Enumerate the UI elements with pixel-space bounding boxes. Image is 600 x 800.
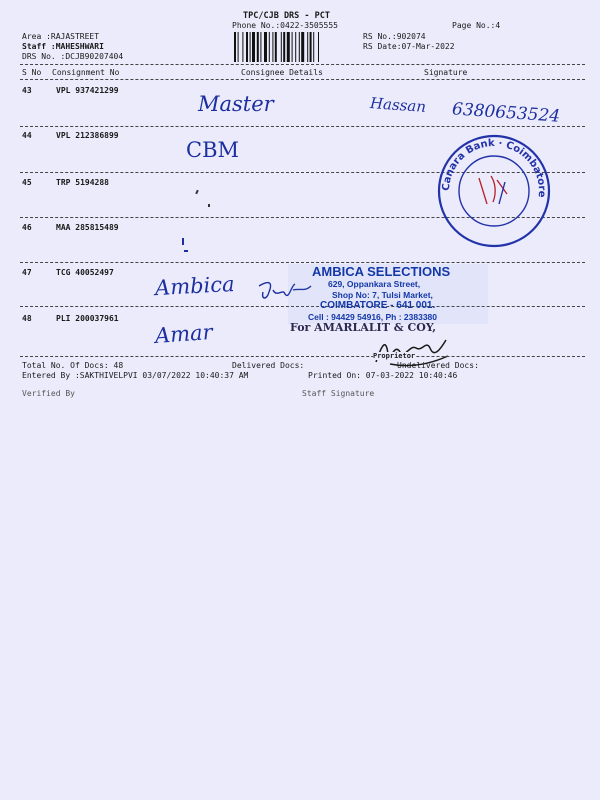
entered-by: Entered By :SAKTHIVELPVI 03/07/2022 10:40:37 AM: [22, 371, 249, 380]
barcode-bar: [238, 32, 239, 62]
row-sno: 46: [22, 223, 32, 232]
staff-field: Staff :MAHESHWARI: [22, 42, 104, 51]
stamp-phone: Cell : 94429 54916, Ph : 2383380: [308, 312, 438, 322]
barcode-bar: [283, 32, 285, 62]
handwritten-name: CBM: [186, 138, 240, 162]
barcode-bar: [242, 32, 243, 62]
stamp-for-line: For AMARLALIT & COY,: [290, 321, 437, 334]
barcode-bar: [272, 32, 273, 62]
stamp-address: Shop No: 7, Tulsi Market,: [332, 290, 433, 300]
row-consignment: PLI 200037961: [56, 314, 119, 323]
barcode-bar: [257, 32, 259, 62]
row-consignment: MAA 285815489: [56, 223, 119, 232]
bank-seal: [435, 132, 553, 250]
total-docs: Total No. Of Docs: 48: [22, 361, 124, 370]
phone-number: Phone No.:0422-3505555: [232, 21, 338, 30]
barcode-bar: [301, 32, 304, 62]
col-consignment: Consignment No: [52, 68, 120, 77]
divider: [20, 64, 585, 65]
printed-on: Printed On: 07-03-2022 10:40:46: [308, 371, 458, 380]
barcode-bar: [234, 32, 236, 62]
barcode-bar: [252, 32, 255, 62]
stamp-proprietor: Proprietor: [373, 352, 416, 360]
col-consignee: Consignee Details: [241, 68, 323, 77]
barcode-bar: [281, 32, 282, 62]
barcode-bar: [250, 32, 251, 62]
row-consignment: VPL 212386899: [56, 131, 119, 140]
row-sno: 47: [22, 268, 32, 277]
barcode-bar: [264, 32, 267, 62]
rs-date: RS Date:07-Mar-2022: [363, 42, 455, 51]
divider: [20, 356, 585, 357]
handwritten-name: Ambica: [154, 271, 236, 301]
svg-text:Canara Bank · Coimbatore: [441, 138, 547, 198]
document-title: TPC/CJB DRS - PCT: [243, 11, 330, 21]
pen-mark: [184, 250, 188, 252]
col-signature: Signature: [424, 68, 468, 77]
barcode-bar: [287, 32, 290, 62]
stamp-address: 629, Oppankara Street,: [328, 279, 421, 289]
divider: [20, 79, 585, 80]
pen-mark: [208, 204, 210, 207]
divider: [20, 126, 585, 127]
stamp-shop-name: AMBICA SELECTIONS: [312, 264, 451, 279]
col-sno: S No: [22, 68, 42, 77]
undelivered-docs: Undelivered Docs:: [397, 361, 479, 370]
row-consignment: TRP 5194288: [56, 178, 109, 187]
barcode-bar: [310, 32, 312, 62]
barcode-bar: [260, 32, 261, 62]
barcode-bar: [299, 32, 300, 62]
barcode-bar: [292, 32, 293, 62]
barcode-bar: [269, 32, 270, 62]
drs-number: DRS No. :DCJB90207404: [22, 52, 124, 61]
pen-mark: [182, 238, 184, 245]
barcode-bar: [275, 32, 277, 62]
row-consignment: TCG 40052497: [56, 268, 114, 277]
row-sno: 45: [22, 178, 32, 187]
row-sno: 48: [22, 314, 32, 323]
barcode-bar: [246, 32, 248, 62]
pen-mark: [195, 190, 199, 194]
barcode: [232, 31, 352, 63]
row-consignment: VPL 937421299: [56, 86, 119, 95]
staff-signature: Staff Signature: [302, 389, 375, 398]
barcode-bar: [307, 32, 308, 62]
area-field: Area :RAJASTREET: [22, 32, 100, 41]
barcode-bar: [313, 32, 314, 62]
barcode-bar: [318, 32, 319, 62]
row-sno: 44: [22, 131, 32, 140]
handwritten-note: Hassan: [369, 94, 427, 116]
barcode-bar: [295, 32, 296, 62]
seal-text: Canara Bank · Coimbatore: [440, 137, 548, 198]
stamp-city: COIMBATORE - 641 001.: [320, 300, 436, 311]
handwritten-name: Master: [198, 92, 274, 116]
page-number: Page No.:4: [452, 21, 501, 30]
delivered-docs: Delivered Docs:: [232, 361, 305, 370]
row-sno: 43: [22, 86, 32, 95]
handwritten-phone: 6380653524: [451, 99, 561, 127]
shop-stamp: [288, 264, 488, 324]
divider: [20, 262, 585, 263]
rs-number: RS No.:902074: [363, 32, 426, 41]
handwritten-name: Amar: [154, 320, 214, 348]
verified-by: Verified By: [22, 389, 75, 398]
